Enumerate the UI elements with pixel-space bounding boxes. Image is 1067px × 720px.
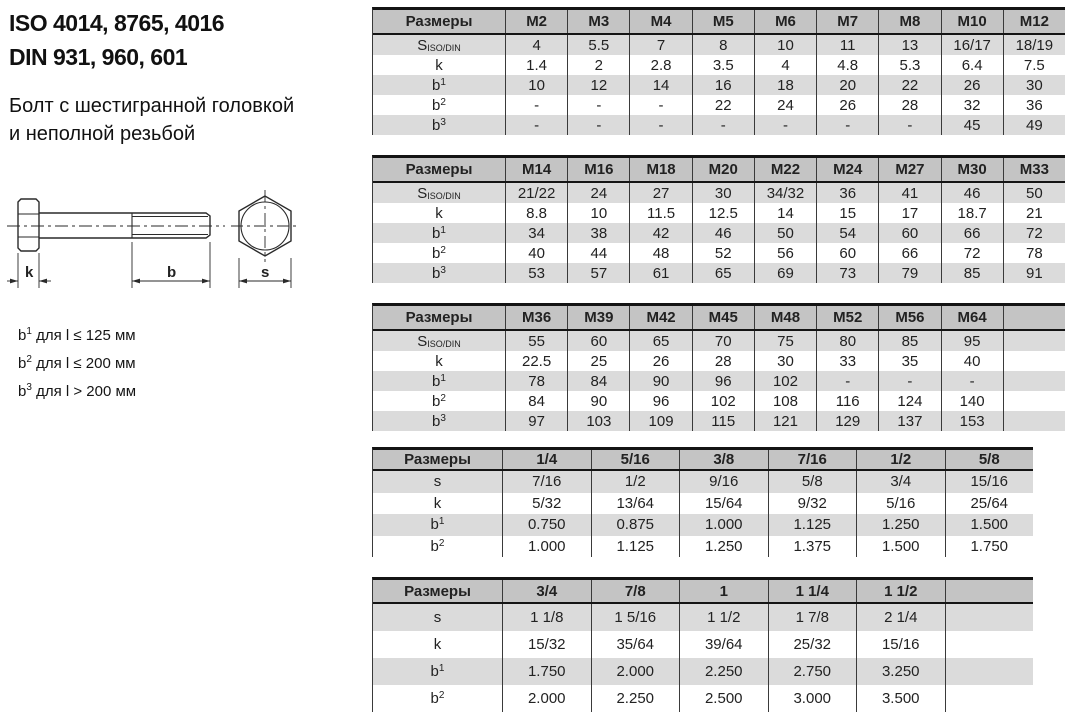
table-row (373, 203, 1065, 223)
table-cell: 102 (693, 391, 755, 411)
table-cell: 22 (879, 75, 941, 95)
table-cell: 26 (817, 95, 879, 115)
table-cell: 33 (817, 351, 879, 371)
table-metric-m14-m33 (372, 155, 1065, 283)
table-cell: 25/32 (769, 631, 858, 658)
table-cell: 66 (879, 243, 941, 263)
table-cell: 36 (817, 183, 879, 203)
table-cell (1004, 391, 1065, 411)
table-cell: 5/32 (503, 493, 592, 515)
table-cell: 109 (630, 411, 692, 431)
table-cell: 40 (942, 351, 1004, 371)
table-row (373, 115, 1065, 135)
table-cell: 153 (942, 411, 1004, 431)
table-cell: 96 (693, 371, 755, 391)
table-cell: 65 (630, 331, 692, 351)
table-cell: 116 (817, 391, 879, 411)
table-cell: 95 (942, 331, 1004, 351)
table-cell (946, 658, 1034, 685)
table-cell: 12.5 (693, 203, 755, 223)
row-label: b 1 (373, 223, 506, 243)
table-cell: 20 (817, 75, 879, 95)
table-cell: - (568, 115, 630, 135)
table-inch-threequarter-to-oneandhalf (372, 577, 1033, 712)
table-cell: 35/64 (592, 631, 681, 658)
row-label: b 1 (373, 514, 503, 536)
table-cell: 11 (817, 35, 879, 55)
row-label: s (373, 604, 503, 631)
table-cell: - (693, 115, 755, 135)
column-header: 7/8 (592, 580, 681, 602)
table-cell: 103 (568, 411, 630, 431)
column-header: M12 (1019, 13, 1049, 30)
table-cell: 46 (942, 183, 1004, 203)
subtitle-line1: Болт с шестигранной головкой (9, 95, 295, 117)
table-cell: 26 (942, 75, 1004, 95)
dimension-label-k: k (25, 264, 34, 281)
table-cell: 5.5 (568, 35, 630, 55)
table-cell: 2.000 (503, 685, 592, 712)
table-cell: 129 (817, 411, 879, 431)
table-cell: 11.5 (630, 203, 692, 223)
row-label: k (373, 55, 506, 75)
table-cell: 66 (942, 223, 1004, 243)
row-label: k (373, 493, 503, 515)
table-cell: 21/22 (506, 183, 568, 203)
table-cell: 38 (568, 223, 630, 243)
table-row (373, 243, 1065, 263)
column-header (946, 580, 1034, 602)
table-cell: 7/16 (503, 471, 592, 493)
table-cell: 1.500 (970, 516, 1009, 534)
table-cell: 90 (568, 391, 630, 411)
table-row (373, 371, 1065, 391)
table-cell: 13/64 (592, 493, 681, 515)
table-cell: 40 (506, 243, 568, 263)
row-label: S ISO/DIN (373, 331, 506, 351)
page-subtitle (9, 92, 294, 148)
table-cell: 1.4 (506, 55, 568, 75)
table-cell: 2.250 (680, 658, 769, 685)
table-cell: 14 (755, 203, 817, 223)
table-cell: 61 (630, 263, 692, 283)
row-label: b 2 (373, 391, 506, 411)
column-header: M56 (879, 306, 941, 329)
table-cell: 13 (879, 35, 941, 55)
table-header-label: Размеры (373, 580, 503, 602)
table-cell: 50 (755, 223, 817, 243)
bolt-head-outline (18, 199, 39, 251)
table-cell: 3.250 (857, 658, 946, 685)
table-row (373, 95, 1065, 115)
table-cell: 73 (817, 263, 879, 283)
table-cell: 5/16 (857, 493, 946, 515)
table-row (373, 351, 1065, 371)
row-label: b 1 (373, 371, 506, 391)
table-row (373, 631, 1033, 658)
row-label: b 1 (373, 658, 503, 685)
footnote-b3: $b^3$ для l > 200 мм (18, 382, 137, 400)
table-cell: 91 (1026, 264, 1043, 282)
column-header: M33 (1019, 161, 1049, 178)
table-cell: 25/64 (970, 494, 1009, 512)
table-cell: 15 (817, 203, 879, 223)
column-header: M27 (879, 158, 941, 181)
table-cell: 21 (1026, 204, 1043, 222)
column-header: M7 (817, 10, 879, 33)
table-cell: 8 (693, 35, 755, 55)
table-cell: 1/2 (592, 471, 681, 493)
table-cell: 5.3 (879, 55, 941, 75)
table-cell: 14 (630, 75, 692, 95)
dimension-label-s: s (261, 264, 270, 281)
column-header: M22 (755, 158, 817, 181)
title-iso: ISO 4014, 8765, 4016 (9, 10, 225, 36)
table-cell: 1 5/16 (592, 604, 681, 631)
table-header-label: Размеры (373, 450, 503, 469)
table-row (373, 536, 1033, 558)
table-cell: 72 (1026, 224, 1043, 242)
table-header-row (373, 158, 1065, 183)
table-cell: 84 (506, 391, 568, 411)
table-cell: 2.250 (592, 685, 681, 712)
table-cell: 4.8 (817, 55, 879, 75)
table-cell: 140 (942, 391, 1004, 411)
table-cell: 7.5 (1023, 56, 1045, 74)
table-cell: 52 (693, 243, 755, 263)
table-header-label: Размеры (373, 158, 506, 181)
row-label: S ISO/DIN (373, 35, 506, 55)
table-cell: - (630, 95, 692, 115)
table-cell: 55 (506, 331, 568, 351)
table-cell: 53 (506, 263, 568, 283)
row-label: k (373, 631, 503, 658)
table-cell: 28 (879, 95, 941, 115)
table-cell: 85 (942, 263, 1004, 283)
table-cell: 124 (879, 391, 941, 411)
table-cell: 2 (568, 55, 630, 75)
table-row (373, 75, 1065, 95)
footnote-b2: $b^2$ для l ≤ 200 мм (18, 354, 136, 372)
table-cell: 1.375 (769, 536, 858, 558)
table-cell: 97 (506, 411, 568, 431)
table-cell: 32 (942, 95, 1004, 115)
table-cell: 30 (1026, 76, 1043, 94)
table-cell: - (817, 115, 879, 135)
table-cell: - (506, 115, 568, 135)
table-cell: 70 (693, 331, 755, 351)
table-cell: 1.750 (503, 658, 592, 685)
table-cell: 0.875 (592, 514, 681, 536)
table-cell: 1.125 (769, 514, 858, 536)
table-cell: 4 (755, 55, 817, 75)
table-cell: 18 (755, 75, 817, 95)
table-cell: 16 (693, 75, 755, 95)
column-header: M52 (817, 306, 879, 329)
table-cell: 10 (568, 203, 630, 223)
column-header: M48 (755, 306, 817, 329)
table-cell: - (568, 95, 630, 115)
row-label: k (373, 203, 506, 223)
table-cell (946, 631, 1034, 658)
table-row (373, 604, 1033, 631)
table-cell: 108 (755, 391, 817, 411)
table-cell: 46 (693, 223, 755, 243)
table-cell (1004, 351, 1065, 371)
column-header: M24 (817, 158, 879, 181)
bolt-drawing-svg (5, 186, 320, 301)
table-cell: 22 (693, 95, 755, 115)
column-header: M16 (568, 158, 630, 181)
table-cell: 1 1/8 (503, 604, 592, 631)
table-header-row (373, 306, 1065, 331)
table-cell: 79 (879, 263, 941, 283)
table-cell: 3/4 (857, 471, 946, 493)
table-cell (1004, 331, 1065, 351)
column-header: M18 (630, 158, 692, 181)
table-cell: 121 (755, 411, 817, 431)
table-row (373, 223, 1065, 243)
row-label: s (373, 471, 503, 493)
column-header: M6 (755, 10, 817, 33)
row-label: b 1 (373, 75, 506, 95)
table-cell: 54 (817, 223, 879, 243)
table-cell: 26 (630, 351, 692, 371)
table-cell: 5/8 (769, 471, 858, 493)
column-header: 1 1/2 (857, 580, 946, 602)
row-label: k (373, 351, 506, 371)
table-cell: 2 1/4 (857, 604, 946, 631)
table-cell: 24 (568, 183, 630, 203)
table-cell: 1.125 (592, 536, 681, 558)
table-cell: 80 (817, 331, 879, 351)
column-header: 5/16 (592, 450, 681, 469)
table-cell: 57 (568, 263, 630, 283)
table-cell: 3.000 (769, 685, 858, 712)
table-cell: 12 (568, 75, 630, 95)
table-row (373, 514, 1033, 536)
table-header-row (373, 580, 1033, 604)
table-header-label: Размеры (373, 306, 506, 329)
table-cell: 35 (879, 351, 941, 371)
column-header: M5 (693, 10, 755, 33)
table-cell: 137 (879, 411, 941, 431)
table-header-label: Размеры (373, 10, 506, 33)
table-cell: 15/32 (503, 631, 592, 658)
row-label: b 2 (373, 243, 506, 263)
column-header: M20 (693, 158, 755, 181)
column-header: 5/8 (978, 451, 1000, 468)
row-label: b 3 (373, 263, 506, 283)
table-cell: 30 (755, 351, 817, 371)
table-cell: 69 (755, 263, 817, 283)
table-cell: 65 (693, 263, 755, 283)
column-header: 7/16 (769, 450, 858, 469)
table-cell: 7 (630, 35, 692, 55)
table-cell: - (942, 371, 1004, 391)
column-header: M8 (879, 10, 941, 33)
bolt-technical-drawing (5, 186, 320, 306)
table-cell: 15/16 (857, 631, 946, 658)
column-header: M30 (942, 158, 1004, 181)
table-cell: 1.000 (680, 514, 769, 536)
row-label: b 2 (373, 95, 506, 115)
table-cell: 1.500 (857, 536, 946, 558)
table-cell: 48 (630, 243, 692, 263)
row-label: b 2 (373, 536, 503, 558)
column-header: M2 (506, 10, 568, 33)
table-cell: 60 (879, 223, 941, 243)
table-cell: 28 (693, 351, 755, 371)
table-metric-m36-m64 (372, 303, 1065, 431)
column-header: 3/4 (503, 580, 592, 602)
footnote-b1: $b^1$ для l ≤ 125 мм (18, 326, 136, 344)
table-cell: 75 (755, 331, 817, 351)
table-cell: 22.5 (506, 351, 568, 371)
row-label: b 3 (373, 411, 506, 431)
table-cell: 1.250 (680, 536, 769, 558)
table-cell: - (879, 371, 941, 391)
table-cell: - (755, 115, 817, 135)
table-cell: 1 1/2 (680, 604, 769, 631)
column-header (1004, 306, 1065, 329)
table-row (373, 493, 1033, 515)
table-cell: 102 (755, 371, 817, 391)
table-cell: 9/16 (680, 471, 769, 493)
table-cell: 84 (568, 371, 630, 391)
table-cell: 15/16 (970, 473, 1009, 491)
table-cell: 1.250 (857, 514, 946, 536)
table-inch-quarter-to-fiveeighths (372, 447, 1033, 557)
table-cell (946, 604, 1034, 631)
table-cell: 90 (630, 371, 692, 391)
row-label: b 3 (373, 115, 506, 135)
column-header: 1 (680, 580, 769, 602)
table-cell: 2.000 (592, 658, 681, 685)
column-header: 1/4 (503, 450, 592, 469)
table-cell: 96 (630, 391, 692, 411)
table-row (373, 658, 1033, 685)
table-row (373, 35, 1065, 55)
table-cell: 50 (1026, 184, 1043, 202)
table-cell (1004, 411, 1065, 431)
table-cell: 45 (942, 115, 1004, 135)
table-cell: 36 (1026, 96, 1043, 114)
table-cell: - (817, 371, 879, 391)
table-cell: 16/17 (942, 35, 1004, 55)
row-label: S ISO/DIN (373, 183, 506, 203)
column-header: M64 (942, 306, 1004, 329)
table-header-row (373, 450, 1033, 471)
table-cell (946, 685, 1034, 712)
table-row (373, 391, 1065, 411)
table-cell (1004, 371, 1065, 391)
table-cell: 9/32 (769, 493, 858, 515)
table-cell: - (879, 115, 941, 135)
table-row (373, 263, 1065, 283)
footnotes (18, 320, 136, 404)
column-header: M39 (568, 306, 630, 329)
column-header: 3/8 (680, 450, 769, 469)
row-label: b 2 (373, 685, 503, 712)
table-cell: 18.7 (942, 203, 1004, 223)
table-row (373, 411, 1065, 431)
table-cell: 49 (1026, 116, 1043, 134)
table-cell: 1.000 (503, 536, 592, 558)
table-cell: 1 7/8 (769, 604, 858, 631)
table-cell: 78 (1026, 244, 1043, 262)
title-din: DIN 931, 960, 601 (9, 44, 188, 70)
table-cell: 72 (942, 243, 1004, 263)
table-cell: 3.5 (693, 55, 755, 75)
column-header: M45 (693, 306, 755, 329)
table-cell: 17 (879, 203, 941, 223)
table-row (373, 685, 1033, 712)
table-cell: 78 (506, 371, 568, 391)
table-cell: 10 (755, 35, 817, 55)
table-metric-m2-m12 (372, 7, 1065, 135)
column-header: M10 (942, 10, 1004, 33)
column-header: M14 (506, 158, 568, 181)
table-cell: 6.4 (942, 55, 1004, 75)
table-cell: 85 (879, 331, 941, 351)
table-cell: 60 (568, 331, 630, 351)
column-header: 1/2 (857, 450, 946, 469)
table-cell: 2.750 (769, 658, 858, 685)
table-cell: 1.750 (970, 537, 1009, 555)
table-row (373, 55, 1065, 75)
table-cell: 30 (693, 183, 755, 203)
table-cell: - (506, 95, 568, 115)
table-cell: 27 (630, 183, 692, 203)
table-cell: 25 (568, 351, 630, 371)
subtitle-line2: и неполной резьбой (9, 123, 196, 145)
column-header: M42 (630, 306, 692, 329)
table-cell: 60 (817, 243, 879, 263)
table-row (373, 471, 1033, 493)
column-header: M3 (568, 10, 630, 33)
table-cell: 3.500 (857, 685, 946, 712)
table-cell: 8.8 (506, 203, 568, 223)
table-row (373, 183, 1065, 203)
table-cell: 34 (506, 223, 568, 243)
column-header: M4 (630, 10, 692, 33)
table-cell: 115 (693, 411, 755, 431)
table-cell: 24 (755, 95, 817, 115)
table-row (373, 331, 1065, 351)
table-cell: 18/19 (1015, 36, 1054, 54)
table-cell: 56 (755, 243, 817, 263)
table-cell: 10 (506, 75, 568, 95)
table-cell: 2.500 (680, 685, 769, 712)
table-cell: 0.750 (503, 514, 592, 536)
column-header: 1 1/4 (769, 580, 858, 602)
table-cell: 4 (506, 35, 568, 55)
table-cell: 34/32 (755, 183, 817, 203)
table-cell: - (630, 115, 692, 135)
table-cell: 41 (879, 183, 941, 203)
table-cell: 39/64 (680, 631, 769, 658)
dimension-label-b: b (167, 264, 177, 281)
table-header-row (373, 10, 1065, 35)
page-title (9, 6, 224, 74)
table-cell: 44 (568, 243, 630, 263)
table-cell: 42 (630, 223, 692, 243)
table-cell: 15/64 (680, 493, 769, 515)
table-cell: 2.8 (630, 55, 692, 75)
column-header: M36 (506, 306, 568, 329)
